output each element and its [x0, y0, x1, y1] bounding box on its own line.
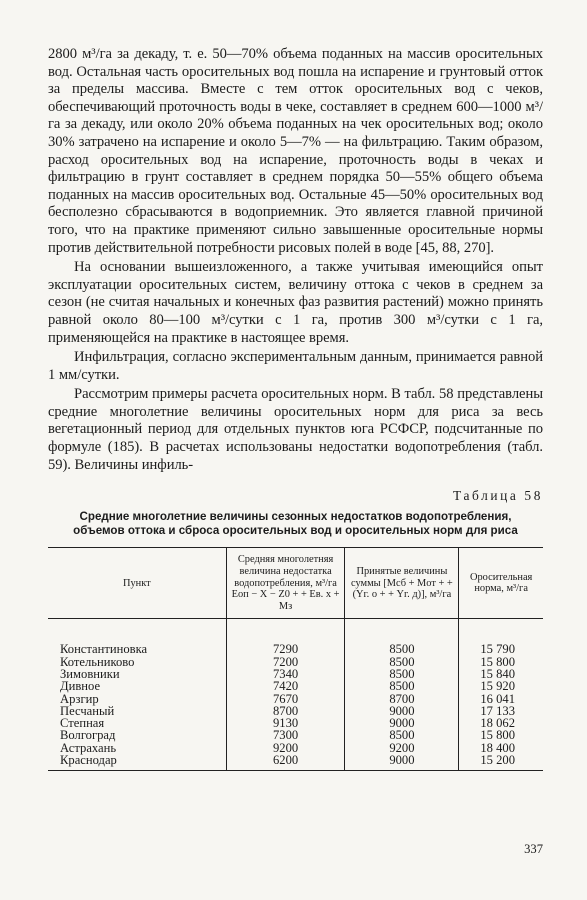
cell-station: Степная [60, 716, 105, 731]
header-deficit: Средняя многолетняя величина недостатка водопотребления, м³/га Eоп − X − Z0 + + Eв. х + Mз [226, 548, 345, 619]
cell-norm: 15 200 [459, 754, 543, 771]
paragraph-4: Рассмотрим примеры расчета оросительных норм. В табл. 58 представлены средние многолетние величины оросительных норм для риса за весь вегетационный период для отдельных пунктов юга РСФСР, подсчитанные по формуле (185). В расчетах использованы недостатки водопотребления (табл. 59). Величины инфиль- [48, 386, 543, 473]
paragraph-3: Инфильтрация, согласно экспериментальным данным, принимается равной 1 мм/сутки. [48, 349, 543, 383]
cell-station: Астрахань [60, 740, 117, 755]
cell-station: Зимовники [60, 667, 120, 681]
table-label: Таблица 58 [453, 488, 543, 504]
table-row [48, 729, 543, 741]
cell-norm: 15 800 [459, 729, 543, 741]
cell-deficit: 7340 [226, 668, 345, 680]
data-table [48, 547, 543, 771]
cell-deficit: 9130 [226, 717, 345, 729]
cell-station: Краснодар [48, 754, 226, 771]
cell-deficit: 7200 [226, 656, 345, 668]
cell-norm: 16 041 [459, 693, 543, 705]
cell-deficit: 8700 [226, 705, 345, 717]
table-body [48, 619, 543, 771]
cell-station: Котельниково [60, 654, 135, 669]
cell-sum: 9000 [345, 705, 459, 717]
table-row [48, 754, 543, 771]
cell-sum: 9000 [345, 717, 459, 729]
table-row [48, 619, 543, 656]
cell-station: Арзгир [60, 691, 99, 706]
cell-sum: 8700 [345, 693, 459, 705]
page-body [48, 46, 543, 771]
table-row [48, 680, 543, 692]
cell-sum: 8500 [345, 619, 459, 656]
cell-sum: 9200 [345, 742, 459, 754]
cell-sum: 8500 [345, 668, 459, 680]
cell-station: Песчаный [60, 703, 115, 718]
paragraph-2: На основании вышеизложенного, а также учитывая имеющийся опыт эксплуатации оросительных систем, величину оттока с чеков в среднем за сезон (не считая начальных и конечных фаз развития растений) можно принять равной около 80—100 м³/сутки с 1 га, против 300 м³/сутки с 1 га, применяющейся на практике в настоящее время. [48, 259, 543, 346]
table-caption: Средние многолетние величины сезонных недостатков водопотребления, объемов оттока и сброса оросительных вод и оросительных норм для риса [73, 510, 518, 537]
cell-norm: 15 840 [459, 668, 543, 680]
cell-norm: 18 400 [459, 742, 543, 754]
header-norm: Оросительная норма, м³/га [459, 548, 543, 619]
cell-station: Константиновка [60, 642, 148, 657]
cell-deficit: 7670 [226, 693, 345, 705]
cell-deficit: 7300 [226, 729, 345, 741]
cell-sum: 9000 [345, 754, 459, 771]
cell-station: Дивное [60, 679, 101, 694]
header-station: Пункт [48, 548, 226, 619]
cell-norm: 15 800 [459, 656, 543, 668]
cell-sum: 8500 [345, 729, 459, 741]
cell-deficit: 9200 [226, 742, 345, 754]
header-sum: Принятые величины суммы [Mсб + Mот + + (Yг. о + + Yг. д)], м³/га [345, 548, 459, 619]
cell-sum: 8500 [345, 680, 459, 692]
cell-norm: 15 790 [459, 619, 543, 656]
cell-sum: 8500 [345, 656, 459, 668]
cell-norm: 18 062 [459, 717, 543, 729]
cell-deficit: 7420 [226, 680, 345, 692]
cell-norm: 15 920 [459, 680, 543, 692]
table-header-row [48, 548, 543, 619]
cell-deficit: 7290 [226, 619, 345, 656]
page-number: 337 [524, 842, 543, 856]
cell-deficit: 6200 [226, 754, 345, 771]
cell-station: Волгоград [60, 728, 116, 743]
paragraph-1: 2800 м³/га за декаду, т. е. 50—70% объема поданных на массив оросительных вод. Остальная часть оросительных вод пошла на испарение и грунтовый отток за пределы массива. Вместе с тем отток оросительных вод с чеков, обеспечивающий проточность воды в чеке, составляет в среднем 600—1000 м³/га за декаду, или около 20% объема поданных на чек оросительных вод; около 30% затрачено на испарение и около 5—7% — на фильтрацию. Таким образом, расход оросительных вод на испарение, проточность воды в чеках и фильтрацию в грунт составляет в среднем порядка 50—55% общего объема поданных на массив оросительных вод. Остальные 45—50% оросительных вод бесполезно сбрасываются в водоприемник. Это является главной причиной того, что на практике применяют сильно завышенные оросительные нормы против действительной потребности рисовых полей в воде [45, 88, 270]. [48, 46, 543, 256]
cell-norm: 17 133 [459, 705, 543, 717]
